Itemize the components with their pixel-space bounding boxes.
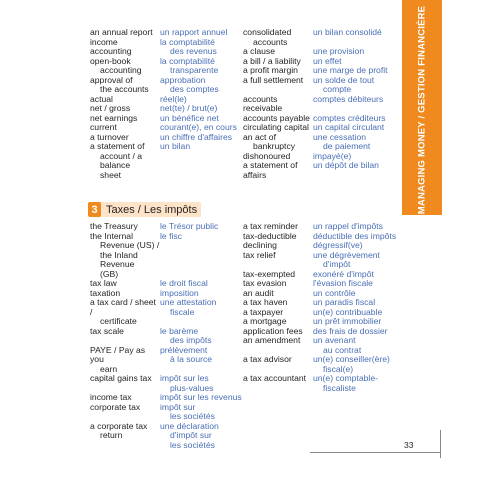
vocab-french-line: un bilan xyxy=(160,141,191,151)
vocab-english xyxy=(90,142,160,180)
vocab-french-line: un contrôle xyxy=(313,287,356,298)
chapter-side-tab xyxy=(402,0,442,215)
vocab-entry xyxy=(90,298,242,327)
vocab-entry xyxy=(90,57,242,76)
vocab-french-line: le Trésor public xyxy=(160,221,219,231)
vocab-french-line: prélèvement xyxy=(160,344,208,355)
vocab-english-line: a corporate tax xyxy=(90,420,148,431)
vocab-french-line: une attestation xyxy=(160,297,217,307)
vocab-english-line: a tax accountant xyxy=(243,373,307,383)
vocab-english-line: a clause xyxy=(243,46,276,56)
vocab-french xyxy=(160,142,242,180)
vocab-english-line: PAYE / Pay as you xyxy=(90,344,146,364)
vocab-english-line: a tax haven xyxy=(243,297,288,307)
vocab-french xyxy=(313,336,401,355)
vocab-french-line: transparente xyxy=(170,65,219,75)
vocab-entry xyxy=(243,161,401,180)
chapter-side-tab-label: MANAGING MONEY / GESTION FINANCIÈRE xyxy=(416,5,428,215)
vocab-english-line: Revenue (US) / xyxy=(100,240,160,250)
vocab-english-line: approval of xyxy=(90,74,133,85)
vocab-english-line: accounts xyxy=(253,36,288,47)
vocab-entry xyxy=(243,76,401,95)
vocab-french xyxy=(160,298,242,327)
vocab-english-line: the Treasury xyxy=(90,221,138,231)
vocab-english-line: a tax card / sheet / xyxy=(90,297,156,317)
vocab-french-line: impôt sur les xyxy=(160,373,209,383)
vocab-french-line: impôt sur xyxy=(160,401,196,412)
vocab-french-line: une marge de profit xyxy=(313,65,388,75)
vocab-entry xyxy=(243,251,401,270)
vocab-english-line: tax law xyxy=(90,278,117,288)
vocab-english xyxy=(243,374,313,393)
section-title: Taxes / Les impôts xyxy=(106,203,198,216)
vocab-french-line: plus-values xyxy=(170,382,214,393)
vocab-english-line: tax-exempted xyxy=(243,268,296,279)
vocab-french xyxy=(313,161,401,180)
vocab-english-line: accounts receivable xyxy=(243,93,283,113)
vocab-english-line: a mortgage xyxy=(243,316,287,326)
vocab-english-line: application fees xyxy=(243,325,303,336)
vocab-english-line: open-book xyxy=(90,55,131,66)
vocab-english-line: an annual report xyxy=(90,27,153,37)
vocab-french-line: réel(le) xyxy=(160,93,187,104)
vocab-english-line: a tax reminder xyxy=(243,221,298,231)
vocab-french-line: des frais de dossier xyxy=(313,325,388,336)
section-number: 3 xyxy=(88,202,101,217)
vocab-french-line: l'évasion fiscale xyxy=(313,278,373,288)
vocab-english-line: tax relief xyxy=(243,249,276,260)
vocab-entry xyxy=(243,336,401,355)
vocab-french xyxy=(160,346,242,375)
vocab-english-line: sheet xyxy=(100,169,122,180)
vocab-french-line: le droit fiscal xyxy=(160,278,208,288)
vocab-french-line: fiscaliste xyxy=(323,382,356,393)
page-number: 33 xyxy=(404,440,414,450)
vocab-english xyxy=(90,38,160,57)
vocab-french-line: la comptabilité xyxy=(160,55,215,66)
vocab-french-line: imposition xyxy=(160,287,199,298)
vocab-french-line: un paradis fiscal xyxy=(313,297,376,307)
vocab-english-line: a bill / a liability xyxy=(243,55,301,66)
vocab-french-line: fiscal(e) xyxy=(323,363,354,374)
vocab-french-line: une dégrèvement xyxy=(313,249,380,260)
vocab-french-line: un bénéfice net xyxy=(160,112,219,123)
vocab-english-line: a tax advisor xyxy=(243,354,292,364)
vocab-french-line: de paiement xyxy=(323,141,371,151)
vocab-english-line: the Internal xyxy=(90,230,133,241)
vocab-french-line: un dépôt de bilan xyxy=(313,160,379,170)
vocab-french-line: un effet xyxy=(313,55,342,66)
vocab-entry xyxy=(90,422,242,451)
vocab-entry xyxy=(90,232,242,280)
vocab-entry xyxy=(90,374,242,393)
vocab-entry xyxy=(243,374,401,393)
vocab-english xyxy=(243,251,313,270)
vocab-french xyxy=(160,403,242,422)
vocab-english xyxy=(243,76,313,95)
vocab-french-line: exonéré d'impôt xyxy=(313,268,374,279)
vocab-english-line: the accounts xyxy=(100,84,149,94)
vocab-english xyxy=(243,133,313,152)
vocab-french xyxy=(313,95,401,114)
vocab-french-line: un(e) contribuable xyxy=(313,306,383,317)
vocab-english-line: a statement of xyxy=(90,141,145,151)
vocab-french xyxy=(313,251,401,270)
vocab-english xyxy=(90,232,160,280)
vocab-french-line: une cessation xyxy=(313,131,367,142)
vocab-english-line: dishonoured xyxy=(243,150,291,161)
vocab-french-line: des impôts xyxy=(170,335,212,345)
vocab-english-line: income accounting xyxy=(90,36,132,56)
vocab-english xyxy=(243,28,313,47)
vocab-french-line: au contrat xyxy=(323,344,362,355)
vocab-column-bottom-right xyxy=(243,222,401,393)
vocab-english xyxy=(243,95,313,114)
vocab-english xyxy=(90,403,160,422)
vocab-french-line: un capital circulant xyxy=(313,122,385,132)
vocab-french-line: un rapport annuel xyxy=(160,27,228,37)
vocab-french-line: un prêt immobilier xyxy=(313,316,382,326)
vocab-english xyxy=(243,355,313,374)
vocab-column-bottom-left xyxy=(90,222,242,450)
vocab-english-line: the Inland Revenue xyxy=(100,249,138,269)
vocab-english xyxy=(90,374,160,393)
vocab-entry xyxy=(90,327,242,346)
vocab-french xyxy=(160,374,242,393)
vocab-entry xyxy=(243,355,401,374)
vocab-english-line: a full settlement xyxy=(243,74,304,85)
vocab-english-line: consolidated xyxy=(243,27,292,37)
vocab-english xyxy=(243,336,313,355)
vocab-english-line: (GB) xyxy=(100,268,119,279)
vocab-entry xyxy=(90,142,242,180)
vocab-french-line: des comptes xyxy=(170,84,219,94)
vocab-english-line: actual xyxy=(90,93,113,104)
vocab-english-line: tax-deductible xyxy=(243,230,297,241)
vocab-english-line: accounts payable xyxy=(243,112,310,123)
vocab-column-top-right xyxy=(243,28,401,180)
vocab-english-line: return xyxy=(100,430,123,440)
vocab-french xyxy=(313,133,401,152)
vocab-english-line: an audit xyxy=(243,287,274,298)
vocab-french xyxy=(160,327,242,346)
vocab-english-line: a profit margin xyxy=(243,65,298,75)
vocab-french-line: approbation xyxy=(160,74,206,85)
vocab-english-line: income tax xyxy=(90,392,132,402)
vocab-english-line: net / gross xyxy=(90,103,131,113)
vocab-french xyxy=(160,57,242,76)
vocab-french-line: un(e) conseiller(ère) xyxy=(313,354,390,364)
vocab-english-line: certificate xyxy=(100,316,137,326)
vocab-french-line: un rappel d'impôts xyxy=(313,221,383,231)
vocab-french-line: déductible des impôts xyxy=(313,230,397,241)
vocab-french-line: les sociétés xyxy=(170,439,215,450)
vocab-column-top-left xyxy=(90,28,242,180)
vocab-english-line: a turnover xyxy=(90,131,129,142)
vocab-french-line: net(te) / brut(e) xyxy=(160,103,218,113)
vocab-english xyxy=(90,298,160,327)
vocab-french-line: une déclaration xyxy=(160,420,219,431)
vocab-english xyxy=(90,327,160,346)
vocab-english-line: tax scale xyxy=(90,325,124,336)
vocab-french-line: fiscale xyxy=(170,306,195,317)
vocab-english xyxy=(90,57,160,76)
vocab-french-line: un solde de tout xyxy=(313,74,375,85)
vocab-english-line: a taxpayer xyxy=(243,306,284,317)
vocab-english-line: net earnings xyxy=(90,112,138,123)
vocab-french-line: à la source xyxy=(170,354,213,364)
vocab-french-line: un avenant xyxy=(313,335,356,345)
vocab-english-line: an act of xyxy=(243,131,276,142)
vocab-entry xyxy=(90,403,242,422)
vocab-english-line: corporate tax xyxy=(90,401,141,412)
vocab-entry xyxy=(243,95,401,114)
vocab-english-line: earn xyxy=(100,363,118,374)
vocab-french-line: courant(e), en cours xyxy=(160,122,237,132)
vocab-french-line: une provision xyxy=(313,46,365,56)
vocab-entry xyxy=(243,133,401,152)
vocab-english-line: bankruptcy xyxy=(253,141,296,151)
vocab-french xyxy=(313,76,401,95)
vocab-french-line: des revenus xyxy=(170,46,217,56)
vocab-french-line: impôt sur les revenus xyxy=(160,392,242,402)
vocab-french-line: compte xyxy=(323,84,352,94)
vocab-french-line: impayé(e) xyxy=(313,150,352,161)
vocab-english-line: account / a balance xyxy=(100,150,143,170)
vocab-english-line: declining xyxy=(243,240,277,250)
section-heading xyxy=(88,202,201,217)
vocab-english xyxy=(90,422,160,451)
vocab-french-line: les sociétés xyxy=(170,411,215,421)
vocab-french-line: d'impôt sur xyxy=(170,430,212,440)
vocab-entry xyxy=(90,38,242,57)
vocab-french-line: comptes débiteurs xyxy=(313,93,384,104)
vocab-french-line: un chiffre d'affaires xyxy=(160,131,233,142)
vocab-french xyxy=(160,232,242,280)
vocab-french-line: dégressif(ve) xyxy=(313,240,363,250)
footer-vertical-rule xyxy=(440,430,441,458)
vocab-entry xyxy=(90,346,242,375)
vocab-english-line: a statement of affairs xyxy=(243,160,298,180)
vocab-french xyxy=(313,28,401,47)
vocab-english xyxy=(90,76,160,95)
vocab-english-line: an amendment xyxy=(243,335,301,345)
vocab-french-line: d'impôt xyxy=(323,259,351,269)
vocab-french xyxy=(160,76,242,95)
vocab-entry xyxy=(243,28,401,47)
vocab-french-line: un(e) comptable- xyxy=(313,373,378,383)
vocab-french xyxy=(313,374,401,393)
vocab-english-line: taxation xyxy=(90,287,121,298)
vocab-french-line: le fisc xyxy=(160,230,182,241)
vocab-french xyxy=(313,355,401,374)
vocab-english-line: accounting xyxy=(100,65,142,75)
vocab-french-line: comptes créditeurs xyxy=(313,112,386,123)
vocab-french-line: le barème xyxy=(160,325,199,336)
vocab-french xyxy=(160,422,242,451)
vocab-english-line: capital gains tax xyxy=(90,373,152,383)
vocab-english-line: tax evasion xyxy=(243,278,287,288)
vocab-english-line: circulating capital xyxy=(243,122,309,132)
vocab-french-line: la comptabilité xyxy=(160,36,215,47)
vocab-entry xyxy=(90,76,242,95)
vocab-french xyxy=(160,38,242,57)
vocab-french-line: un bilan consolidé xyxy=(313,27,382,37)
vocab-english-line: current xyxy=(90,122,117,132)
footer-rule xyxy=(310,452,440,453)
vocab-english xyxy=(90,346,160,375)
vocab-english xyxy=(243,161,313,180)
